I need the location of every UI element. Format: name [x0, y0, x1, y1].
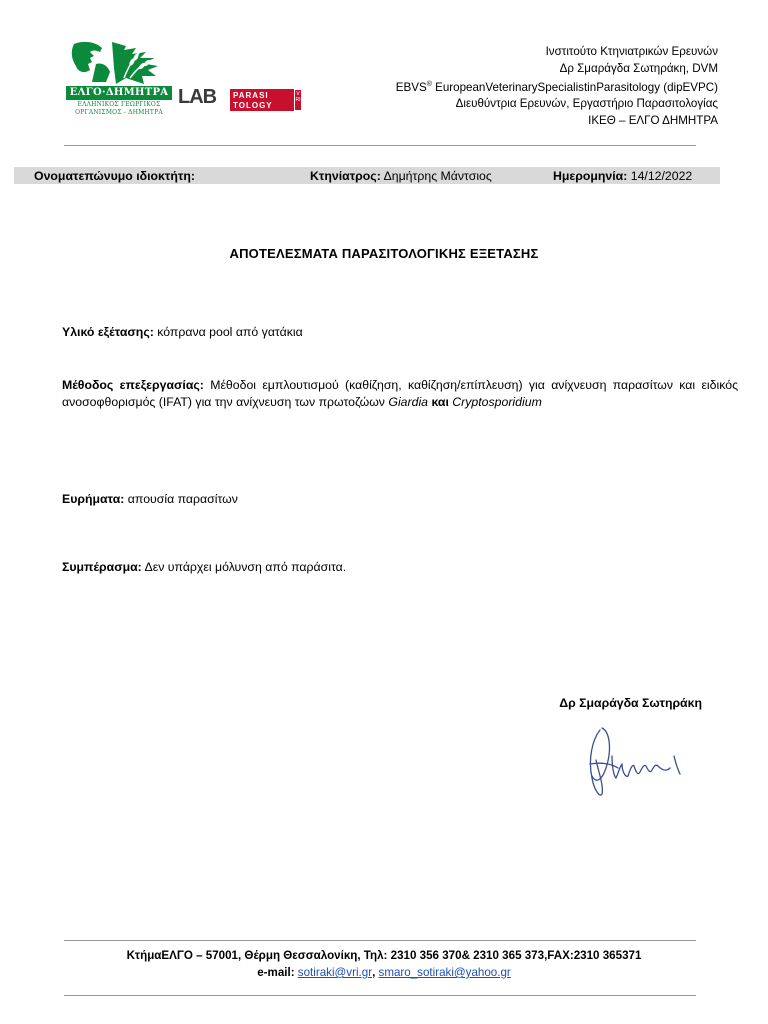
vri-tag: [295, 90, 301, 110]
material-paragraph: [62, 324, 738, 341]
header-doctor: Δρ Σμαράγδα Σωτηράκη, DVM: [559, 61, 718, 75]
vet-field: [310, 169, 492, 183]
header-specialty: [396, 77, 718, 96]
header-specialty-text: EuropeanVeterinarySpecialistinParasitology (dipEVPC): [431, 80, 718, 94]
email-link-vri[interactable]: sotiraki@vri.gr: [297, 966, 373, 979]
header-institution-block: [396, 44, 718, 129]
vri-tag-text: VRI: [295, 91, 301, 103]
demeter-head-icon: [66, 38, 172, 86]
footer-address: ΚτήμαΕΛΓΟ – 57001, Θέρμη Θεσσαλονίκη, Τηλ: 2310 356 370& 2310 365 373,FAX:2310 365371: [126, 949, 642, 962]
header-divider: [64, 145, 696, 146]
email-separator: ,: [372, 966, 379, 979]
conclusion-paragraph: [62, 559, 738, 576]
conclusion-label: Συμπέρασμα:: [62, 560, 142, 574]
footer-bottom-divider: [64, 995, 696, 996]
header-registered-mark: ®: [426, 81, 432, 88]
header-position: Διευθύντρια Ερευνών, Εργαστήριο Παρασιτολογίας: [455, 97, 718, 111]
lab-logo-line2: TOLOGY: [233, 101, 273, 110]
conclusion-value: Δεν υπάρχει μόλυνση από παράσιτα.: [141, 560, 347, 574]
findings-value: απουσία παρασίτων: [124, 492, 238, 506]
lab-logo-line1: PARASI: [233, 91, 269, 100]
lab-parasitology-logo: [178, 86, 302, 114]
material-label: Υλικό εξέτασης:: [62, 325, 154, 339]
report-title: ΑΠΟΤΕΛΕΣΜΑΤΑ ΠΑΡΑΣΙΤΟΛΟΓΙΚΗΣ ΕΞΕΤΑΣΗΣ: [229, 246, 539, 261]
signatory-name: Δρ Σμαράγδα Σωτηράκη: [559, 696, 702, 710]
vet-label: Κτηνίατρος:: [310, 169, 381, 183]
findings-paragraph: [62, 491, 738, 508]
lab-logo-text: LAB: [178, 86, 217, 108]
vet-name: Δημήτρης Μάντσιος: [380, 169, 492, 183]
method-paragraph: [62, 377, 738, 411]
elgo-logo-title: ΕΛΓΟ·ΔΗΜΗΤΡΑ: [66, 86, 172, 100]
footer: [0, 947, 768, 981]
elgo-logo-subtitle: ΕΛΛΗΝΙΚΟΣ ΓΕΩΡΓΙΚΟΣ: [77, 101, 161, 108]
header-ebvs: EBVS: [395, 80, 427, 94]
header-organization: ΙΚΕΘ – ΕΛΓΟ ΔΗΜΗΤΡΑ: [588, 113, 718, 127]
footer-emails: [0, 964, 768, 981]
method-text: Μέθοδοι εμπλουτισμού (καθίζηση, καθίζηση/επίπλευση) για ανίχνευση παρασίτων και ειδικός ανοσοφθορισμός (IFAT) για την ανίχνευση των πρωτοζώων: [62, 378, 738, 409]
email-label: e-mail:: [257, 966, 298, 979]
email-link-yahoo[interactable]: smaro_sotiraki@yahoo.gr: [378, 966, 511, 979]
date-field: [553, 169, 692, 183]
date-value: 14/12/2022: [627, 169, 693, 183]
elgo-logo-subtitle-2: ΟΡΓΑΝΙΣΜΟΣ - ΔΗΜΗΤΡΑ: [75, 109, 163, 116]
findings-label: Ευρήματα:: [62, 492, 125, 506]
lab-logo-box: [230, 89, 294, 111]
date-label: Ημερομηνία:: [553, 169, 628, 183]
method-giardia: Giardia: [388, 395, 429, 409]
method-and: και: [428, 395, 453, 409]
header-institute: Ινστιτούτο Κτηνιατρικών Ερευνών: [545, 45, 718, 58]
method-label: Μέθοδος επεξεργασίας:: [62, 378, 204, 392]
material-value: κόπρανα pool από γατάκια: [153, 325, 303, 339]
handwritten-signature: [582, 720, 692, 804]
method-cryptosporidium: Cryptosporidium: [452, 395, 542, 409]
footer-top-divider: [64, 940, 696, 941]
elgo-dimitra-logo: [66, 38, 172, 120]
owner-label: Ονοματεπώνυμο ιδιοκτήτη:: [34, 169, 195, 183]
